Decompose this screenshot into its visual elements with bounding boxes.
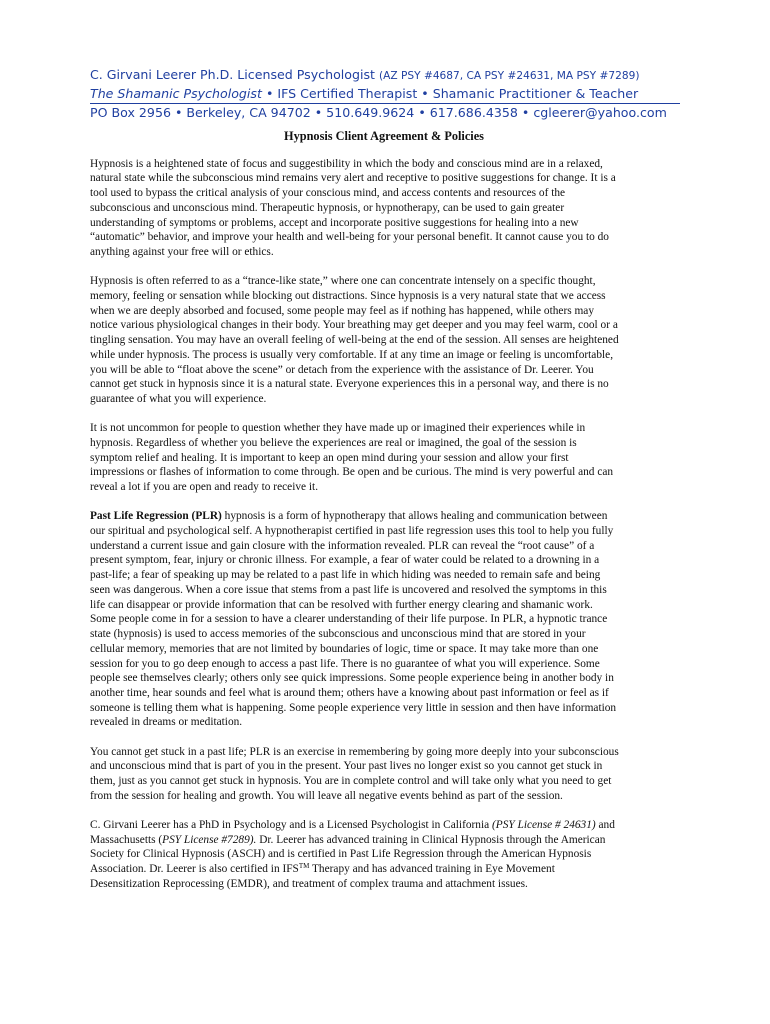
text-line: someone is telling them what is happening. Some people experience very little in session and then have information: [90, 701, 617, 714]
text-line: from the session for healing and growth. You will leave all negative events behind as part of the session.: [90, 789, 563, 802]
text-line: understand a current issue and gain closure with the information revealed. PLR can reveal the “root cause” of a: [90, 539, 595, 552]
letterhead-contact: PO Box 2956 • Berkeley, CA 94702 • 510.649.9624 • 617.686.4358 • cgleerer@yahoo.com: [90, 103, 680, 121]
ma-license: PSY License #7289).: [162, 833, 257, 846]
text-line: Desensitization Reprocessing (EMDR), and treatment of complex trauma and attachment issues.: [90, 877, 528, 890]
text-line: understanding of symptoms or problems, accept and incorporate positive suggestions for healing into a new: [90, 216, 579, 229]
text-line: you will be able to “float above the scene” or detach from the experience with the assistance of Dr. Leerer. You: [90, 363, 594, 376]
text-line: memory, feeling or sensation while blocking out distractions. Since hypnosis is a very natural state that we access: [90, 289, 606, 302]
text-line: while under hypnosis. The process is usually very comfortable. If at any time an image or feeling is uncomfortable,: [90, 348, 614, 361]
text-line: symptom relief and healing. It is important to keep an open mind during your session and allow your first: [90, 451, 569, 464]
text-line: tingling sensation. You may have an overall feeling of well-being at the end of the session. All senses are heightened: [90, 334, 619, 347]
text-line: them, just as you cannot get stuck in hypnosis. You are in complete control and will take only what you need to get: [90, 775, 612, 788]
text-line: It is not uncommon for people to question whether they have made up or imagined their experiences while in: [90, 422, 586, 435]
paragraph-hypnosis-definition: [90, 157, 678, 260]
text-line: [90, 862, 678, 877]
paragraph-credentials: [90, 818, 678, 892]
letterhead: [90, 66, 680, 121]
text-line: cannot get stuck in hypnosis since it is a natural state. Everyone experiences this in a personal way, and there is no: [90, 378, 609, 391]
letterhead-tagline: The Shamanic Psychologist: [90, 86, 262, 101]
text-line: [90, 818, 678, 833]
text-line: life can disappear or provide information that can be resolved with further energy clearing and shamanic work.: [90, 598, 593, 611]
text-line: [90, 509, 678, 524]
text-line: natural state while the subconscious mind remains very alert and receptive to positive suggestions for change. It is a: [90, 172, 616, 185]
paragraph-past-life-regression: [90, 509, 678, 730]
letterhead-credentials: • IFS Certified Therapist • Shamanic Practitioner & Teacher: [265, 86, 639, 101]
text-span: C. Girvani Leerer has a PhD in Psychology and is a Licensed Psychologist in California: [90, 818, 492, 831]
letterhead-licenses: (AZ PSY #4687, CA PSY #24631, MA PSY #7289): [378, 70, 640, 82]
document-body: [90, 129, 678, 906]
trademark-mark: TM: [298, 862, 310, 871]
text-line: and unconscious mind that is part of you in the present. Your past lives no longer exist so you cannot get stuck in: [90, 760, 603, 773]
text-line: impressions or flashes of information to come through. Be open and be curious. The mind is very powerful and can: [90, 466, 614, 479]
text-line: guarantee of what you will experience.: [90, 393, 267, 405]
text-line: You cannot get stuck in a past life; PLR is an exercise in remembering by going more deeply into your subconscious: [90, 745, 619, 758]
ca-license: (PSY License # 24631): [492, 818, 596, 831]
text-line: “automatic” behavior, and improve your health and well-being for your personal benefit. It cannot cause you to do: [90, 231, 609, 244]
plr-first-line: hypnosis is a form of hypnotherapy that allows healing and communication between: [221, 510, 608, 523]
text-line: hypnosis. Regardless of whether you believe the experiences are real or imagined, the goal of the session is: [90, 436, 577, 449]
text-span: Therapy and has advanced training in Eye Movement: [309, 863, 555, 876]
text-line: tool used to bypass the critical analysis of your conscious mind, and access contents and resources of the: [90, 187, 566, 200]
text-line: when we are deeply absorbed and focused, some people may feel as if nothing has happened, while others may: [90, 304, 594, 317]
text-line: subconscious and unconscious mind. Therapeutic hypnosis, or hypnotherapy, can be used to gain greater: [90, 201, 565, 214]
text-line: state (hypnosis) is used to access memories of the subconscious and unconscious mind that are stored in your: [90, 628, 586, 641]
text-line: cellular memory, memories that are not limited by boundaries of logic, time or space. It may take more than one: [90, 642, 599, 655]
text-line: Society for Clinical Hypnosis (ASCH) and is certified in Past Life Regression through the American Hypnosis: [90, 848, 592, 861]
text-line: present symptom, fear, injury or chronic illness. For example, a fear of water could be related to a drowning in a: [90, 554, 600, 567]
text-line: [90, 833, 678, 848]
text-line: session for you to go deep enough to access a past life. There is no guarantee of what you will experience. Some: [90, 657, 600, 670]
text-line: revealed in dreams or meditation.: [90, 716, 243, 729]
text-span: Association. Dr. Leerer is also certified in IFS: [90, 863, 299, 876]
text-line: another time, hear sounds and feel what is around them; others have a knowing about past information or feel as if: [90, 686, 609, 699]
text-line: anything against your free will or ethics.: [90, 246, 274, 259]
text-line: reveal a lot if you are open and ready to receive it.: [90, 481, 319, 494]
text-line: Hypnosis is a heightened state of focus and suggestibility in which the body and conscious mind are in a relaxed,: [90, 157, 603, 170]
text-span: Dr. Leerer has advanced training in Clinical Hypnosis through the American: [256, 833, 606, 846]
paragraph-not-stuck: [90, 745, 678, 804]
document-title: Hypnosis Client Agreement & Policies: [284, 129, 484, 143]
text-line: seen was dangerous. When a core issue that stems from a past life is uncovered and resolved the symptoms in this: [90, 583, 607, 596]
text-line: notice various physiological changes in their body. Your breathing may get deeper and you may feel warm, cool or a: [90, 319, 618, 332]
text-line: past-life; a fear of speaking up may be related to a past life in which hiding was needed to remain safe and being: [90, 569, 601, 582]
text-line: people see themselves clearly; others only see quick impressions. Some people experience being in another body in: [90, 672, 614, 685]
text-line: Some people come in for a session to have a clearer understanding of their life purpose. In PLR, a hypnotic trance: [90, 613, 608, 626]
text-span: and: [595, 818, 615, 831]
plr-lead-term: Past Life Regression (PLR): [90, 510, 222, 523]
letterhead-name: C. Girvani Leerer Ph.D. Licensed Psychologist: [90, 67, 375, 82]
letterhead-name-line: [90, 66, 680, 85]
text-line: Hypnosis is often referred to as a “trance-like state,” where one can concentrate intensely on a specific thought,: [90, 275, 596, 288]
text-line: our spiritual and psychological self. A hypnotherapist certified in past life regression uses this tool to help you fully: [90, 525, 614, 538]
text-span: Massachusetts (: [90, 833, 163, 846]
paragraph-trance-state: [90, 274, 678, 406]
paragraph-open-mind: [90, 421, 678, 495]
letterhead-tagline-line: [90, 85, 680, 102]
